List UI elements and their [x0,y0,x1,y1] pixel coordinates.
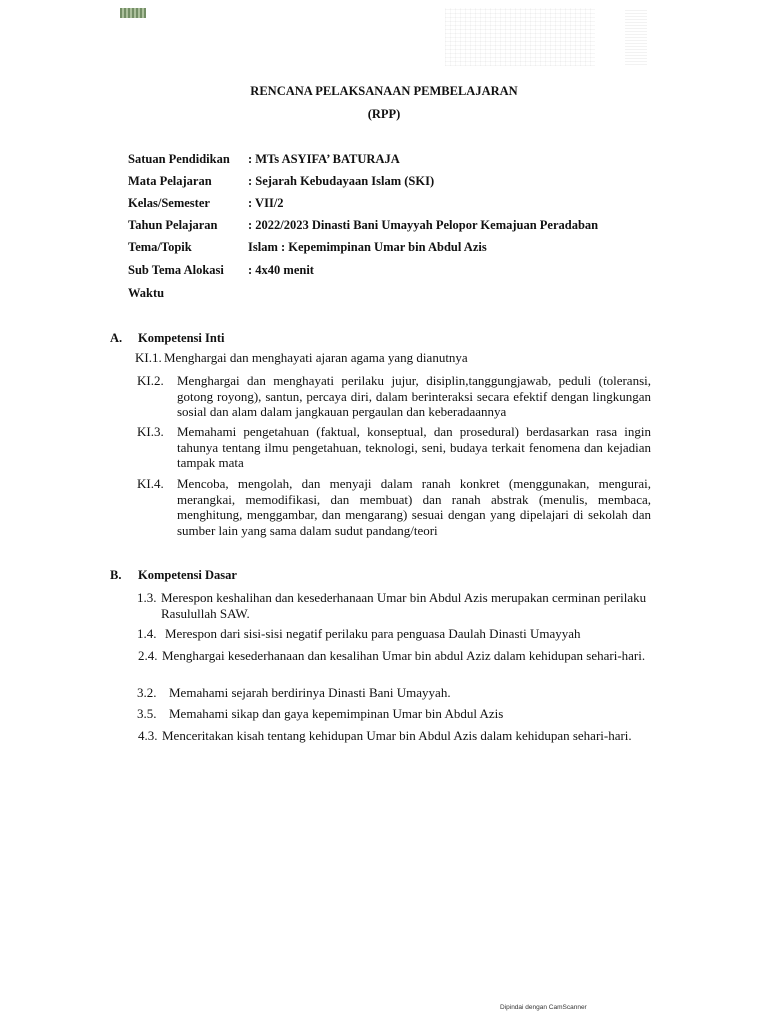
section-letter: B. [110,568,122,582]
item-number: KI.4. [137,476,164,491]
document-title: RENCANA PELAKSANAAN PEMBELAJARAN [250,84,518,98]
item-text: Merespon keshalihan dan kesederhanaan Umar bin Abdul Azis merupakan cerminan perilaku Rasulullah SAW. [161,590,647,621]
list-item-ki2 [137,373,651,420]
identity-label: Tema/Topik [128,240,192,254]
identity-label: Satuan Pendidikan [128,152,230,166]
list-item-kd-2-4 [138,648,651,664]
scan-stamp-mark [120,8,146,18]
identity-label: Kelas/Semester [128,196,210,210]
item-number: 4.3. [138,728,158,743]
item-text: Mencoba, mengolah, dan menyaji dalam ranah konkret (menggunakan, mengurai, merangkai, memodifikasi, dan membuat) dan ranah abstrak (menulis, membaca, menghitung, menggambar, dan mengarang) sesuai dengan yang dipelajari di sekolah dan sumber lain yang sama dalam sudut pandang/teori [177,476,651,538]
scan-noise-mark [445,8,595,66]
list-item-kd-4-3 [138,728,651,744]
item-number: 1.4. [137,626,157,641]
identity-label: Sub Tema Alokasi [128,263,224,277]
section-title: Kompetensi Dasar [138,568,237,582]
identity-value: : MTs ASYIFA’ BATURAJA [248,152,400,166]
item-number: KI.2. [137,373,164,388]
list-item-ki1 [135,350,655,366]
identity-label: Tahun Pelajaran [128,218,218,232]
list-item-ki3 [137,424,651,471]
item-text: Memahami pengetahuan (faktual, konseptual, dan prosedural) berdasarkan rasa ingin tahunya tentang ilmu pengetahuan, teknologi, seni, budaya terkait fenomena dan kejadian tampak mata [177,424,651,470]
item-text: Menghargai kesederhanaan dan kesalihan Umar bin abdul Aziz dalam kehidupan sehari-hari. [162,648,646,663]
list-item-kd-1-4 [137,626,651,642]
item-number: KI.3. [137,424,164,439]
identity-label: Waktu [128,286,165,300]
list-item-kd-3-2 [137,685,651,701]
scanner-footer: Dipindai dengan CamScanner [500,1004,587,1011]
identity-value: : 2022/2023 Dinasti Bani Umayyah Pelopor Kemajuan Peradaban [248,218,599,232]
identity-label: Mata Pelajaran [128,174,212,188]
section-letter: A. [110,331,123,345]
item-text: Memahami sikap dan gaya kepemimpinan Umar bin Abdul Azis [169,706,504,721]
list-item-kd-1-3 [137,590,651,621]
identity-value: : Sejarah Kebudayaan Islam (SKI) [248,174,435,188]
item-text: Menghargai dan menghayati perilaku jujur, disiplin,tanggungjawab, peduli (toleransi, gotong royong), santun, percaya diri, dalam berinteraksi secara efektif dengan lingkungan sosial dan alam dalam jangkauan pergaulan dan keberadaannya [177,373,651,419]
item-text: Memahami sejarah berdirinya Dinasti Bani Umayyah. [169,685,451,700]
item-text: Menceritakan kisah tentang kehidupan Umar bin Abdul Azis dalam kehidupan sehari-hari. [162,728,632,743]
item-number: KI.1. [135,350,162,365]
list-item-kd-3-5 [137,706,651,722]
item-text: Menghargai dan menghayati ajaran agama yang dianutnya [164,350,468,365]
item-number: 2.4. [138,648,158,663]
identity-value: : 4x40 menit [248,263,314,277]
identity-value: Islam : Kepemimpinan Umar bin Abdul Azis [248,240,487,254]
document-subtitle: (RPP) [367,107,401,121]
list-item-ki4 [137,476,651,538]
identity-value: : VII/2 [248,196,284,210]
item-text: Merespon dari sisi-sisi negatif perilaku para penguasa Daulah Dinasti Umayyah [165,626,581,641]
item-number: 1.3. [137,590,157,605]
scan-noise-mark-2 [625,10,647,65]
item-number: 3.5. [137,706,157,721]
item-number: 3.2. [137,685,157,700]
section-title: Kompetensi Inti [138,331,225,345]
